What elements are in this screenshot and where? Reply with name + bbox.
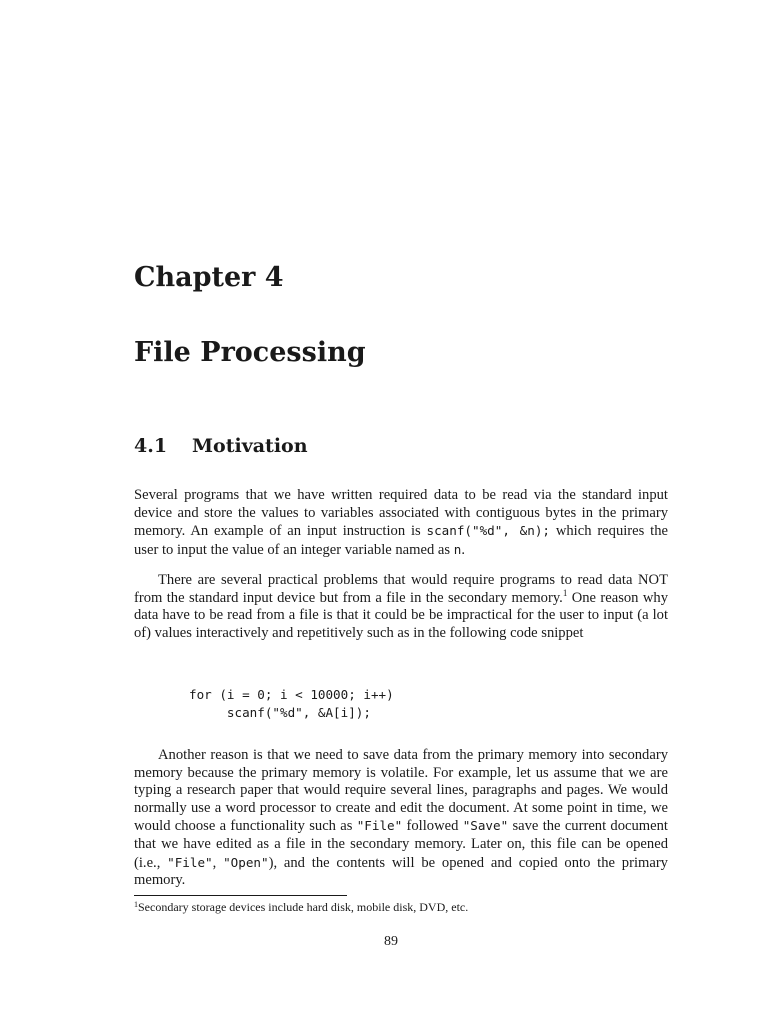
paragraph-2-text-b: One reason why data have to be read from a file is that it could be be impractical for the user to input (a lot of) values interactively and repetitively such as in the following code snippet <box>134 589 668 641</box>
code-line-1: for (i = 0; i < 10000; i++) <box>189 687 394 702</box>
paragraph-1-text-b: which requires the user to input the value of an integer variable named as <box>134 523 668 558</box>
paragraph-3-text-b: followed <box>402 818 463 835</box>
code-snippet <box>189 686 394 722</box>
paragraph-1-text-c: . <box>461 541 465 558</box>
inline-code-n: n <box>453 541 462 557</box>
section-heading <box>134 435 308 457</box>
footnote-divider <box>134 895 347 896</box>
section-number: 4.1 <box>134 435 168 457</box>
chapter-label: Chapter 4 <box>134 262 284 293</box>
paragraph-3-text-d: , <box>212 854 224 871</box>
paragraph-3-text-e: ), and the contents will be opened and copied onto the primary memory. <box>134 854 668 889</box>
paragraph-1-text-a: Several programs that we have written required data to be read via the standard input device and store the values to variables associated with contiguous bytes in the primary memory. An example of an input instruction is <box>134 487 668 540</box>
inline-code-scanf: scanf("%d", &n); <box>426 523 550 539</box>
chapter-title: File Processing <box>134 337 366 368</box>
inline-code-save: "Save" <box>462 818 509 834</box>
paragraph-2 <box>134 572 668 642</box>
footnote <box>134 900 468 914</box>
paragraph-3-text-c: save the current document that we have edited as a file in the secondary memory. Later on, this file can be opened (i.e., <box>134 818 668 871</box>
paragraph-3 <box>134 747 668 890</box>
footnote-text: Secondary storage devices include hard disk, mobile disk, DVD, etc. <box>138 900 469 914</box>
inline-code-open: "Open" <box>223 854 269 870</box>
page-number: 89 <box>384 934 398 949</box>
paragraph-2-text-a: There are several practical problems that would require programs to read data NOT from the standard input device but from a file in the secondary memory. <box>134 572 668 606</box>
paragraph-3-text-a: Another reason is that we need to save data from the primary memory into secondary memory because the primary memory is volatile. For example, let us assume that we are typing a research paper that would require several lines, paragraphs and pages. We would normally use a word processor to create and edit the document. At some point in time, we would choose a functionality such as <box>134 747 668 835</box>
paragraph-1 <box>134 487 668 559</box>
section-title: Motivation <box>192 435 308 457</box>
footnote-reference[interactable]: 1 <box>562 587 568 598</box>
code-line-2: scanf("%d", &A[i]); <box>189 705 371 720</box>
footnote-mark: 1 <box>134 900 138 909</box>
inline-code-file: "File" <box>356 818 403 834</box>
inline-code-file-2: "File" <box>167 854 213 870</box>
